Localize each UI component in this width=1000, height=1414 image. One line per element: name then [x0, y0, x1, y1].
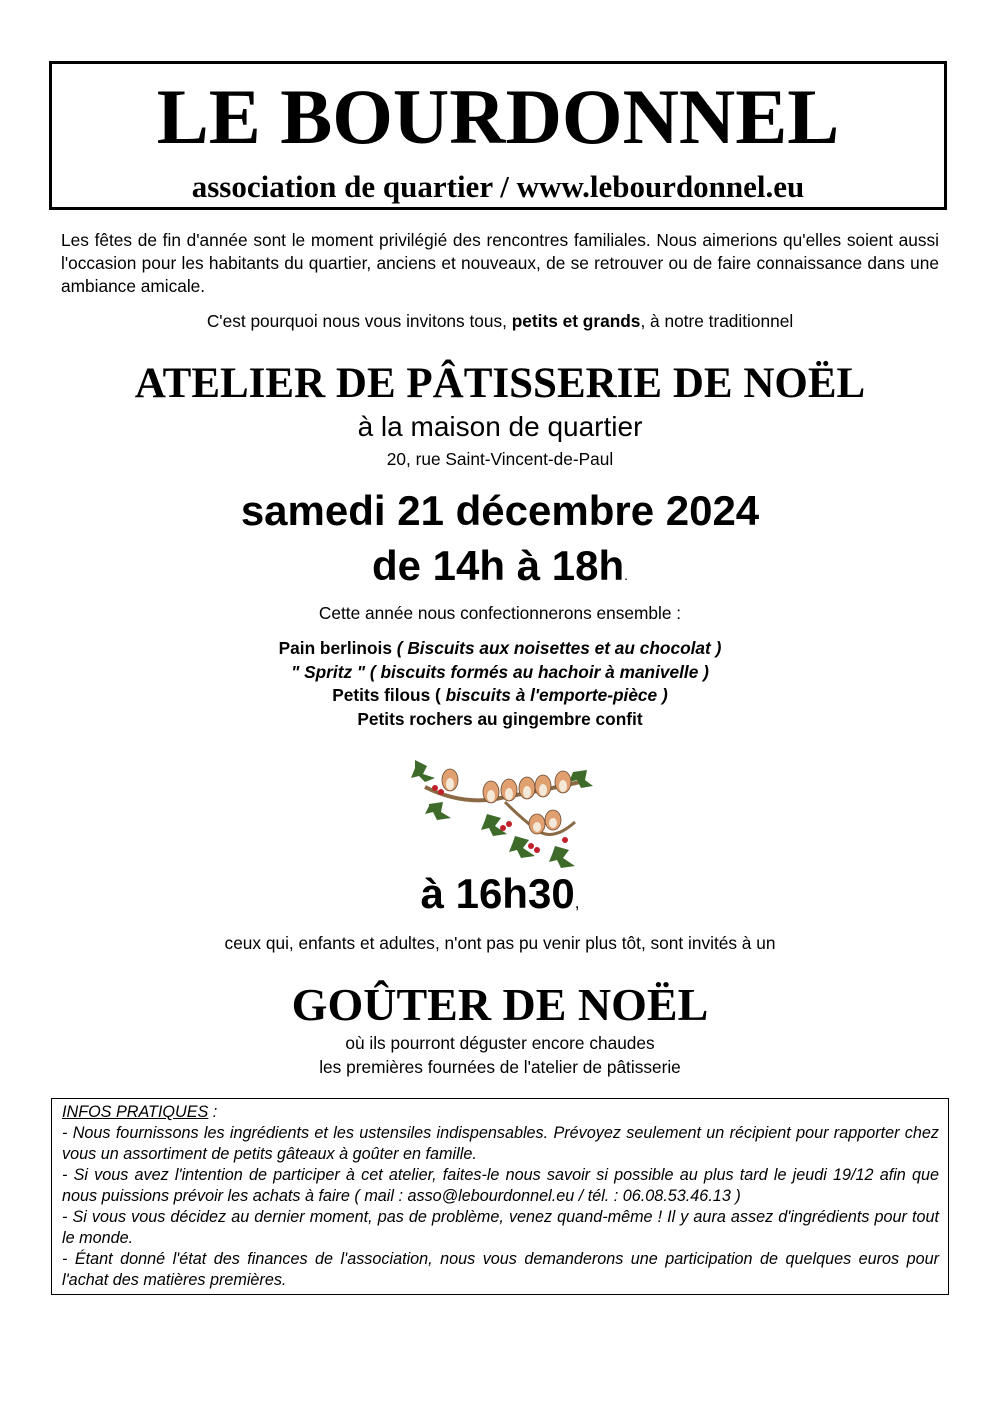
event-time-dot: . — [624, 567, 628, 583]
recipe-item — [0, 708, 1000, 732]
infos-item: - Si vous vous décidez au dernier moment, pas de problème, venez quand-même ! Il y aura assez d'ingrédients pour tout le monde. — [62, 1208, 939, 1247]
infos-item: - Si vous avez l'intention de participer à cet atelier, faites-le nous savoir si possible au plus tard le jeudi 19/12 afin que nous puissions prévoir les achats à faire ( mail : asso@lebourdonnel.eu / tél. : 06.08.53.46.13 ) — [62, 1166, 939, 1205]
invite-bold: petits et grands — [511, 311, 641, 331]
intro-paragraph: Les fêtes de fin d'année sont le moment privilégié des rencontres familiales. Nous aimerions qu'elles soient aussi l'occasion pour les habitants du quartier, anciens et nouveaux, de se retrouver ou de faire connaissance dans une ambiance amicale. — [61, 230, 939, 296]
event-title: ATELIER DE PÂTISSERIE DE NOËL — [134, 360, 866, 407]
association-title: LE BOURDONNEL — [156, 73, 840, 160]
gouter-desc-line: où ils pourront déguster encore chaudes — [345, 1033, 655, 1053]
recipe-item — [0, 661, 1000, 685]
recipe-detail: biscuits à l'emporte-pièce ) — [445, 685, 668, 705]
gouter-time-comma: , — [574, 893, 580, 912]
recipe-detail: " Spritz " ( biscuits formés au hachoir à manivelle ) — [291, 661, 709, 682]
infos-heading — [62, 1102, 939, 1123]
gouter-desc-line: les premières fournées de l'atelier de pâtisserie — [319, 1057, 681, 1077]
recipe-name: Petits rochers au gingembre confit — [357, 708, 643, 729]
gouter-description — [0, 1031, 1000, 1079]
infos-title: INFOS PRATIQUES — [62, 1103, 209, 1121]
recipe-item — [0, 684, 1000, 708]
gouter-title: GOÛTER DE NOËL — [291, 979, 709, 1030]
recipe-detail: ( Biscuits aux noisettes et au chocolat ) — [391, 638, 722, 658]
recipe-item — [0, 637, 1000, 661]
event-time — [0, 542, 1000, 599]
confection-intro: Cette année nous confectionnerons ensemble : — [318, 603, 682, 623]
recipe-name: Petits filous ( — [332, 685, 446, 705]
event-address: 20, rue Saint-Vincent-de-Paul — [386, 449, 614, 469]
recipe-name: Pain berlinois — [278, 638, 392, 658]
recipe-list — [0, 637, 1000, 731]
infos-pratiques-box — [51, 1098, 949, 1295]
infos-title-suffix: : — [208, 1103, 218, 1121]
association-subtitle: association de quartier / www.lebourdonnel.eu — [191, 169, 805, 204]
invite-before: C'est pourquoi nous vous invitons tous, — [206, 311, 512, 331]
invite-line — [0, 310, 1000, 333]
header-box — [49, 61, 947, 210]
event-time-text: de 14h à 18h — [371, 542, 625, 589]
event-venue: à la maison de quartier — [357, 411, 643, 442]
birds-on-holly-branch-icon — [405, 752, 595, 870]
gouter-time — [0, 869, 1000, 928]
invite-after: , à notre traditionnel — [640, 311, 794, 331]
gouter-invited-line: ceux qui, enfants et adultes, n'ont pas pu venir plus tôt, sont invités à un — [224, 933, 776, 953]
event-date: samedi 21 décembre 2024 — [240, 487, 760, 534]
infos-item: - Étant donné l'état des finances de l'association, nous vous demanderons une participation de quelques euros pour l'achat des matières premières. — [62, 1250, 939, 1289]
infos-item: - Nous fournissons les ingrédients et les ustensiles indispensables. Prévoyez seulement un récipient pour rapporter chez vous un assortiment de petits gâteaux à goûter en famille. — [62, 1124, 939, 1163]
gouter-time-text: à 16h30 — [420, 870, 575, 917]
